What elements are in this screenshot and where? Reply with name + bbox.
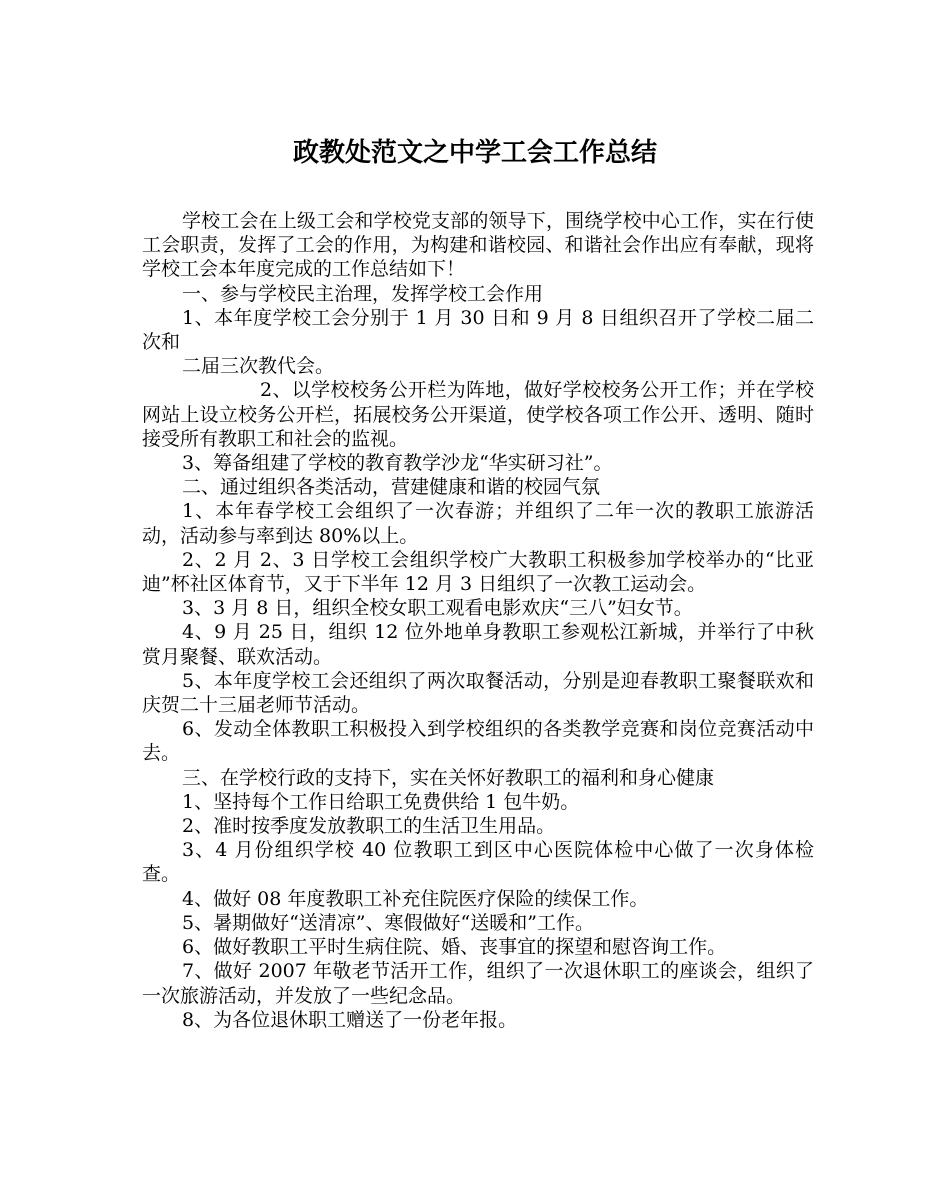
paragraph: 2、以学校校务公开栏为阵地，做好学校校务公开工作；并在学校网站上设立校务公开栏，拓展校务公开渠道，使学校各项工作公开、透明、随时接受所有教职工和社会的监视。 bbox=[142, 379, 814, 450]
section-heading-2: 二、通过组织各类活动，营建健康和谐的校园气氛 bbox=[182, 476, 601, 499]
paragraph: 1、坚持每个工作日给职工免费供给 1 包牛奶。 bbox=[182, 790, 580, 813]
paragraph: 7、做好 2007 年敬老节活开工作，组织了一次退休职工的座谈会，组织了一次旅游活动，并发放了一些纪念品。 bbox=[142, 960, 814, 1007]
paragraph: 3、4 月份组织学校 40 位教职工到区中心医院体检中心做了一次身体检查。 bbox=[142, 839, 814, 886]
paragraph-intro: 学校工会在上级工会和学校党支部的领导下，围绕学校中心工作，实在行使工会职责，发挥了工会的作用，为构建和谐校园、和谐社会作出应有奉献，现将学校工会本年度完成的工作总结如下！ bbox=[142, 210, 814, 281]
document-title: 政教处范文之中学工会工作总结 bbox=[292, 138, 657, 168]
paragraph: 2、2 月 2、3 日学校工会组织学校广大教职工积极参加学校举办的“比亚迪”杯社区体育节，又于下半年 12 月 3 日组织了一次教工运动会。 bbox=[142, 548, 814, 596]
section-heading-1: 一、参与学校民主治理，发挥学校工会作用 bbox=[182, 282, 544, 305]
paragraph: 3、筹备组建了学校的教育教学沙龙“华实研习社”。 bbox=[182, 452, 613, 475]
paragraph: 8、为各位退休职工赠送了一份老年报。 bbox=[182, 1008, 518, 1031]
section-heading-3: 三、在学校行政的支持下，实在关怀好教职工的福利和身心健康 bbox=[182, 766, 715, 789]
paragraph: 6、发动全体教职工积极投入到学校组织的各类教学竞赛和岗位竞赛活动中去。 bbox=[142, 718, 814, 765]
paragraph: 3、3 月 8 日，组织全校女职工观看电影欢庆“三八”妇女节。 bbox=[182, 597, 693, 620]
paragraph: 6、做好教职工平时生病住院、婚、丧事宜的探望和慰咨询工作。 bbox=[182, 936, 727, 959]
paragraph: 4、9 月 25 日，组织 12 位外地单身教职工参观松江新城，并举行了中秋赏月聚餐、联欢活动。 bbox=[142, 621, 814, 668]
paragraph: 5、暑期做好“送清凉”、寒假做好“送暖和”工作。 bbox=[182, 911, 594, 934]
paragraph: 4、做好 08 年度教职工补充住院医疗保险的续保工作。 bbox=[182, 887, 649, 910]
paragraph: 2、准时按季度发放教职工的生活卫生用品。 bbox=[182, 815, 556, 838]
paragraph: 1、本年度学校工会分别于 1 月 30 日和 9 月 8 日组织召开了学校二届二次和 bbox=[142, 306, 814, 354]
paragraph: 二届三次教代会。 bbox=[182, 355, 335, 378]
document-body bbox=[142, 209, 814, 1032]
paragraph: 1、本年春学校工会组织了一次春游；并组织了二年一次的教职工旅游活动，活动参与率到达 80%以上。 bbox=[142, 500, 814, 547]
paragraph: 5、本年度学校工会还组织了两次取餐活动，分别是迎春教职工聚餐联欢和庆贺二十三届老师节活动。 bbox=[142, 669, 814, 717]
